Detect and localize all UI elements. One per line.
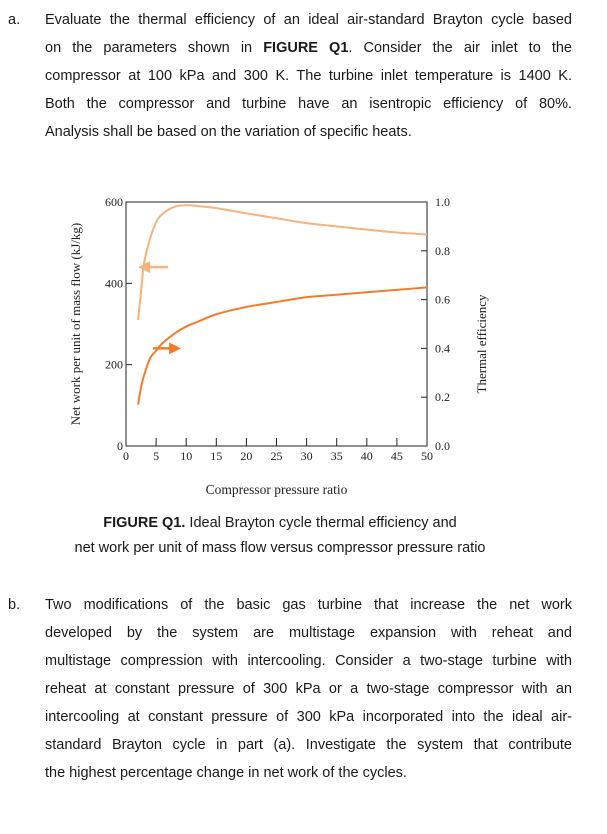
x-axis-label: Compressor pressure ratio	[205, 482, 348, 497]
text-run: standard Brayton cycle in part (a). Investigate the system that contribute	[45, 737, 572, 753]
x-tick-label: 30	[300, 449, 313, 463]
x-tick-label: 45	[390, 449, 403, 463]
y-axis-right-label: Thermal efficiency	[474, 294, 489, 394]
text-run: compressor at 100 kPa and 300 K. The turbine inlet temperature is 1400 K.	[45, 68, 572, 84]
text-line	[45, 591, 572, 619]
x-tick-label: 20	[240, 449, 253, 463]
text-line	[45, 647, 572, 675]
right-axis-arrow-icon	[169, 342, 181, 354]
right-tick-label: 0.0	[435, 439, 450, 453]
x-tick-label: 35	[330, 449, 343, 463]
x-tick-label: 50	[421, 449, 433, 463]
text-line	[45, 118, 572, 146]
y-axis-left-label: Net work per unit of mass flow (kJ/kg)	[68, 222, 83, 426]
figure-caption-label: FIGURE Q1.	[103, 515, 186, 531]
text-run: intercooling at constant pressure of 300 kPa incorporated into the ideal air-	[45, 709, 572, 725]
text-line	[45, 6, 572, 34]
text-line	[45, 731, 572, 759]
text-line	[45, 675, 572, 703]
right-tick-label: 0.4	[435, 341, 450, 356]
text-line	[45, 703, 572, 731]
text-line	[45, 62, 572, 90]
plot-frame	[126, 202, 427, 446]
left-tick-label: 600	[105, 195, 123, 209]
text-run: the highest percentage change in net work of the cycles.	[45, 765, 407, 781]
question-b-text	[45, 591, 572, 787]
x-tick-label: 10	[180, 449, 193, 463]
figure-reference: FIGURE Q1	[263, 40, 349, 56]
left-tick-label: 0	[117, 439, 123, 453]
text-run: multistage compression with intercooling. Consider a two-stage turbine with	[45, 653, 572, 669]
figure-caption-line2: net work per unit of mass flow versus compressor pressure ratio	[74, 540, 486, 556]
text-run: Evaluate the thermal efficiency of an ideal air-standard Brayton cycle based	[45, 12, 572, 28]
x-tick-label: 5	[153, 449, 160, 463]
text-line	[45, 619, 572, 647]
text-line	[45, 90, 572, 118]
text-run: developed by the system are multistage expansion with reheat and	[45, 625, 572, 641]
right-tick-label: 0.8	[435, 243, 450, 258]
x-tick-label: 25	[270, 449, 283, 463]
question-a-label: a.	[8, 12, 21, 28]
right-tick-label: 0.6	[435, 292, 450, 307]
text-run: Two modifications of the basic gas turbine that increase the net work	[45, 597, 572, 613]
text-run: . Consider the air inlet to the	[348, 40, 572, 56]
text-run: Both the compressor and turbine have an isentropic efficiency of 80%.	[45, 96, 572, 112]
figure-caption	[30, 511, 530, 561]
x-tick-label: 0	[123, 449, 129, 463]
text-run: Analysis shall be based on the variation of specific heats.	[45, 124, 412, 140]
right-tick-label: 0.2	[435, 390, 450, 405]
left-tick-label: 400	[105, 276, 123, 291]
right-tick-label: 1.0	[435, 195, 450, 209]
series-line-efficiency	[138, 287, 427, 404]
series-line-net-work	[138, 205, 427, 320]
figure-caption-line1	[103, 515, 457, 531]
question-b-label: b.	[8, 597, 21, 613]
text-run: on the parameters shown in	[45, 40, 264, 56]
brayton-chart	[0, 180, 607, 510]
figure-caption-title: Ideal Brayton cycle thermal efficiency and	[185, 515, 457, 531]
question-a-text	[45, 6, 572, 146]
x-tick-label: 15	[210, 449, 223, 463]
text-line	[45, 34, 572, 62]
left-tick-label: 200	[105, 357, 123, 372]
text-line	[45, 759, 572, 787]
text-run: reheat at constant pressure of 300 kPa or a two-stage compressor with an	[45, 681, 572, 697]
x-tick-label: 40	[360, 449, 373, 463]
